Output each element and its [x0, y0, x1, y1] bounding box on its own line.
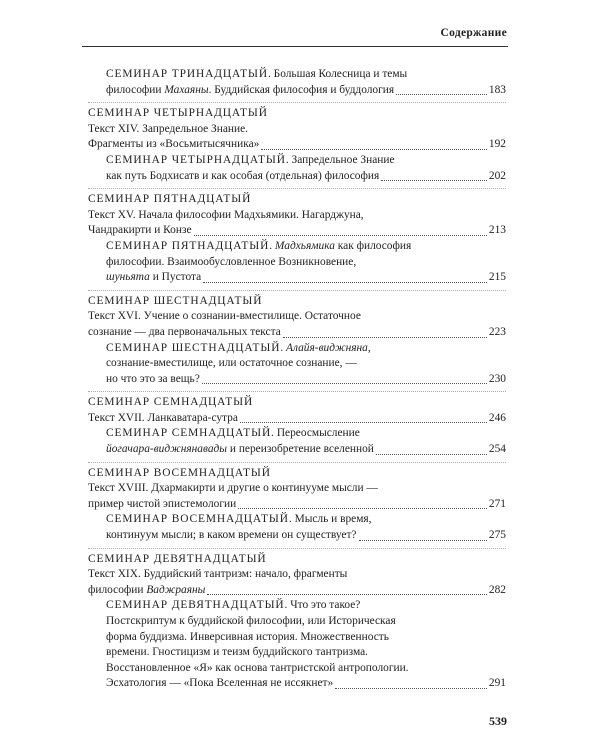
toc-entry[interactable]	[88, 67, 506, 98]
entry-text	[106, 372, 200, 388]
header-rule	[82, 46, 508, 47]
toc-entry[interactable]	[88, 239, 506, 286]
leader-dots	[376, 454, 487, 455]
text-segment: СЕМИНАР СЕМНАДЦАТЫЙ	[106, 427, 272, 440]
toc-entry[interactable]	[88, 512, 506, 543]
text-segment: .	[280, 341, 287, 354]
leader-dots	[359, 540, 487, 541]
entry-text	[106, 169, 379, 185]
toc-section	[88, 188, 506, 290]
entry-line	[106, 645, 506, 661]
leader-dots	[283, 337, 487, 338]
text-segment: шуньята	[106, 271, 150, 284]
entry-page-number: 254	[488, 443, 506, 456]
text-segment: Чандракирти и Конзе	[88, 224, 192, 237]
entry-line	[106, 341, 506, 357]
entry-text	[88, 137, 259, 153]
text-segment: Текст XVI. Учение о сознании-вместилище. Остаточное	[88, 310, 361, 323]
text-segment: Мадхьямика	[274, 239, 335, 252]
toc-section	[88, 102, 506, 188]
text-segment: . Запредельное Знание	[285, 153, 395, 166]
text-segment: Текст XVII. Ланкаватара-сутра	[88, 411, 238, 424]
text-segment: . Большая Колесница и темы	[267, 68, 408, 80]
text-segment: СЕМИНАР ВОСЕМНАДЦАТЫЙ	[106, 513, 289, 526]
leader-dots	[194, 235, 487, 236]
toc-entry[interactable]	[88, 426, 506, 457]
entry-line	[88, 223, 506, 239]
entry-line	[106, 372, 506, 388]
leader-dots	[261, 149, 487, 150]
toc-entry[interactable]	[88, 567, 506, 598]
toc-entry[interactable]	[88, 153, 506, 184]
text-segment: сознание — два первоначальных текста	[88, 325, 281, 338]
entry-text	[88, 497, 236, 513]
entry-page-number: 213	[488, 224, 506, 237]
text-segment: йогачара-виджнянавады	[106, 443, 228, 456]
entry-line	[106, 614, 506, 630]
entry-line	[106, 528, 506, 544]
text-segment: . Переосмысление	[271, 427, 360, 440]
text-segment: .	[269, 239, 275, 252]
entry-line	[106, 356, 506, 372]
text-segment: Алайя-виджняна	[286, 341, 368, 354]
entry-line	[106, 83, 506, 99]
toc-section	[88, 462, 506, 548]
entry-line	[106, 676, 506, 692]
text-segment: Постскриптум к буддийской философии, или Историческая	[106, 615, 396, 627]
text-segment: философии	[88, 583, 147, 596]
leader-dots	[381, 180, 487, 181]
entry-line	[88, 122, 506, 138]
text-segment: сознание-вместилище, или остаточное сознание, —	[106, 357, 357, 370]
seminar-heading: СЕМИНАР ДЕВЯТНАДЦАТЫЙ	[88, 552, 267, 565]
text-segment: Фрагменты из «Восьмитысячника»	[88, 138, 260, 151]
leader-dots	[207, 594, 487, 595]
entry-text	[88, 411, 238, 427]
leader-dots	[396, 94, 487, 95]
text-segment: СЕМИНАР ШЕСТНАДЦАТЫЙ	[106, 341, 281, 354]
page-number: 539	[489, 714, 507, 728]
toc-entry[interactable]	[88, 411, 506, 427]
entry-page-number: 223	[488, 325, 506, 338]
text-segment: форма буддизма. Инверсивная история. Множественность	[106, 630, 389, 643]
text-segment: Текст XIV. Запредельное Знание.	[88, 122, 249, 135]
text-segment: ,	[367, 341, 371, 354]
text-segment: . Буддийская философия и буддология	[208, 83, 395, 96]
text-segment: и переизобретение вселенной	[227, 443, 374, 456]
text-segment: философии	[106, 83, 165, 96]
entry-text	[106, 442, 374, 458]
seminar-heading: СЕМИНАР СЕМНАДЦАТЫЙ	[88, 396, 254, 409]
seminar-heading: СЕМИНАР ШЕСТНАДЦАТЫЙ	[88, 294, 263, 307]
toc-entry[interactable]	[88, 598, 506, 692]
text-segment: и Пустота	[149, 271, 202, 284]
text-segment: . Мысль и время,	[288, 513, 372, 526]
entry-text	[88, 325, 281, 341]
text-segment: . Что это такое?	[284, 599, 361, 612]
entry-line	[88, 208, 506, 224]
entry-line	[106, 598, 506, 614]
entry-text	[88, 583, 205, 599]
entry-line	[106, 153, 506, 169]
entry-page-number: 202	[488, 169, 506, 182]
entry-page-number: 192	[488, 138, 506, 151]
entry-line	[88, 497, 506, 513]
toc-entry[interactable]	[88, 481, 506, 512]
entry-line	[88, 309, 506, 325]
entry-line	[106, 661, 506, 677]
entry-line	[88, 583, 506, 599]
entry-text	[88, 223, 192, 239]
entry-line	[106, 67, 506, 83]
entry-text	[106, 83, 394, 99]
entry-page-number: 282	[488, 583, 506, 596]
entry-page-number: 291	[488, 677, 506, 690]
entry-line	[106, 442, 506, 458]
entry-line	[88, 481, 506, 497]
seminar-heading: СЕМИНАР ЧЕТЫРНАДЦАТЫЙ	[88, 107, 268, 120]
toc-entry[interactable]	[88, 208, 506, 239]
text-segment: но что это за вещь?	[106, 372, 200, 385]
running-header-title: Содержание	[440, 27, 507, 39]
text-segment: СЕМИНАР ЧЕТЫРНАДЦАТЫЙ	[106, 153, 286, 166]
toc-entry[interactable]	[88, 309, 506, 340]
text-segment: пример чистой эпистемологии	[88, 497, 237, 510]
entry-page-number: 183	[488, 83, 506, 96]
leader-dots	[335, 688, 487, 689]
text-segment: континуум мысли; в каком времени он существует?	[106, 529, 357, 542]
text-segment: как путь Бодхисатв и как особая (отдельная) философия	[106, 169, 380, 182]
toc-section	[88, 290, 506, 392]
seminar-heading: СЕМИНАР ВОСЕМНАДЦАТЫЙ	[88, 466, 271, 479]
entry-line	[106, 512, 506, 528]
entry-line	[106, 239, 506, 255]
entry-text	[106, 676, 333, 692]
entry-page-number: 246	[488, 411, 506, 424]
entry-line	[88, 137, 506, 153]
text-segment: Махаяны	[164, 83, 209, 96]
leader-dots	[203, 282, 487, 283]
entry-line	[106, 270, 506, 286]
toc-entry[interactable]	[88, 341, 506, 388]
entry-line	[106, 630, 506, 646]
toc-section	[88, 64, 506, 102]
seminar-heading: СЕМИНАР ПЯТНАДЦАТЫЙ	[88, 193, 252, 206]
text-segment: Ваджраяны	[146, 583, 206, 596]
text-segment: Эсхатология — «Пока Вселенная не иссякнет»	[106, 677, 334, 690]
table-of-contents	[88, 64, 506, 696]
text-segment: философии. Взаимообусловленное Возникновение,	[106, 255, 357, 268]
entry-page-number: 275	[488, 529, 506, 542]
entry-text	[106, 528, 357, 544]
toc-section	[88, 548, 506, 696]
entry-page-number: 271	[488, 497, 506, 510]
entry-page-number: 215	[488, 271, 506, 284]
leader-dots	[240, 422, 487, 423]
entry-line	[106, 169, 506, 185]
text-segment: Текст XIX. Буддийский тантризм: начало, фрагменты	[88, 568, 348, 581]
entry-line	[106, 426, 506, 442]
text-segment: СЕМИНАР ДЕВЯТНАДЦАТЫЙ	[106, 599, 285, 612]
text-segment: СЕМИНАР ПЯТНАДЦАТЫЙ	[106, 239, 270, 252]
entry-line	[88, 567, 506, 583]
text-segment: Восстановленное «Я» как основа тантристской антропологии.	[106, 661, 409, 674]
text-segment: времени. Гностицизм и теизм буддийского тантризма.	[106, 646, 368, 659]
entry-line	[88, 411, 506, 427]
text-segment: Текст XVIII. Дхармакирти и другие о континууме мысли —	[88, 482, 378, 495]
entry-page-number: 230	[488, 372, 506, 385]
entry-line	[106, 255, 506, 271]
text-segment: как философия	[334, 239, 412, 252]
leader-dots	[202, 383, 487, 384]
text-segment: СЕМИНАР ТРИНАДЦАТЫЙ	[106, 68, 268, 80]
leader-dots	[238, 508, 487, 509]
toc-section	[88, 391, 506, 461]
entry-line	[88, 325, 506, 341]
toc-entry[interactable]	[88, 122, 506, 153]
text-segment: Текст XV. Начала философии Мадхьямики. Нагарджуна,	[88, 208, 364, 221]
entry-text	[106, 270, 201, 286]
